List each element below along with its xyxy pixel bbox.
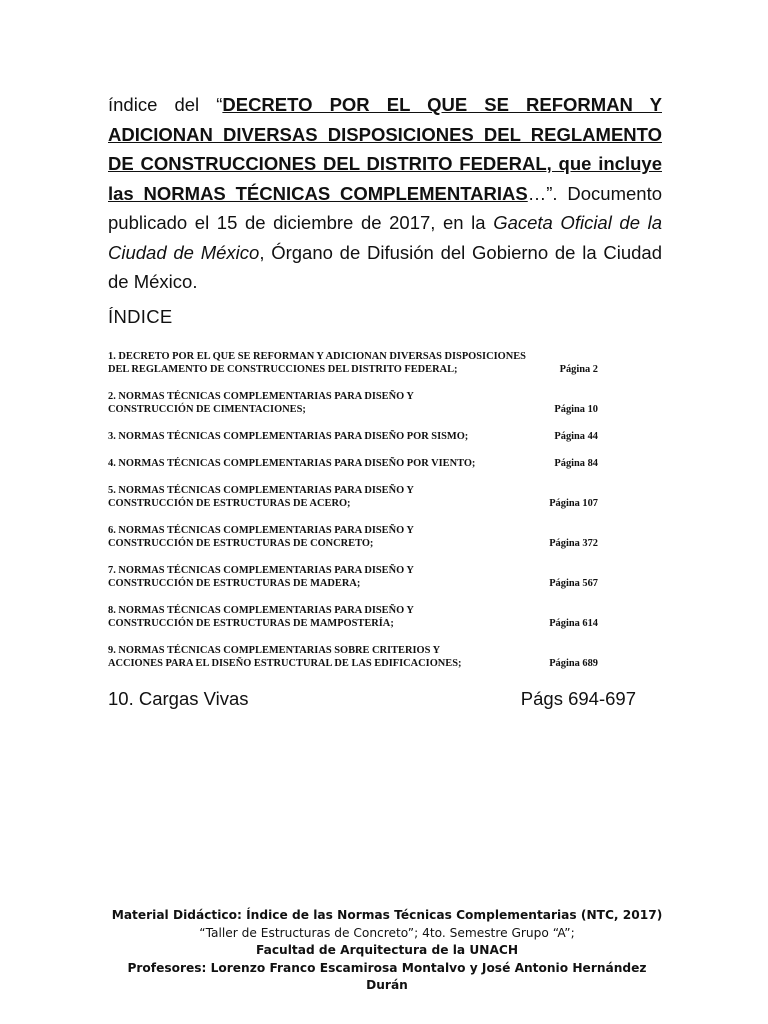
toc-entry-text [108, 390, 558, 416]
toc-entry-2 [108, 390, 638, 416]
intro-paragraph [108, 90, 662, 297]
toc-entry-text [108, 564, 558, 590]
toc-entry-line: CONSTRUCCIÓN DE ESTRUCTURAS DE ACERO; [108, 498, 351, 509]
toc-entry-page: Página 2 [559, 364, 598, 375]
toc-entry-page: Página 689 [549, 658, 598, 669]
toc-entry-text [108, 457, 558, 470]
toc-entry-page: Página 567 [549, 578, 598, 589]
toc-entry-page: Página 372 [549, 538, 598, 549]
toc-entry-line: 7. NORMAS TÉCNICAS COMPLEMENTARIAS PARA DISEÑO Y [108, 565, 414, 576]
footer-line-4: Profesores: Lorenzo Franco Escamirosa Montalvo y José Antonio Hernández Durán [127, 960, 647, 992]
toc-entry-text [108, 604, 558, 630]
toc-entry-text [108, 484, 558, 510]
toc-entry-line: CONSTRUCCIÓN DE ESTRUCTURAS DE CONCRETO; [108, 538, 374, 549]
toc-entry-3 [108, 430, 638, 443]
intro-text-a: Documento publicado el 15 de diciembre de 2017, en la [108, 182, 663, 233]
toc-entry-line: CONSTRUCCIÓN DE ESTRUCTURAS DE MADERA; [108, 578, 361, 589]
toc-entry-page: Página 614 [549, 618, 598, 629]
footer-line-3: Facultad de Arquitectura de la UNACH [255, 943, 519, 957]
toc-entry-4 [108, 457, 638, 470]
toc-entry-line: ACCIONES PARA EL DISEÑO ESTRUCTURAL DE LAS EDIFICACIONES; [108, 658, 462, 669]
toc-entry-1 [108, 350, 638, 376]
toc-entry-page: Página 44 [554, 431, 598, 442]
toc-entry-line: 4. NORMAS TÉCNICAS COMPLEMENTARIAS PARA DISEÑO POR VIENTO; [108, 458, 476, 469]
toc-entry-line: DEL REGLAMENTO DE CONSTRUCCIONES DEL DISTRITO FEDERAL; [108, 364, 458, 375]
toc-entry-8 [108, 604, 638, 630]
toc-entry-line: 5. NORMAS TÉCNICAS COMPLEMENTARIAS PARA DISEÑO Y [108, 485, 414, 496]
toc-entry-line: CONSTRUCCIÓN DE ESTRUCTURAS DE MAMPOSTERÍA; [108, 618, 394, 629]
toc-entry-line: 8. NORMAS TÉCNICAS COMPLEMENTARIAS PARA DISEÑO Y [108, 605, 414, 616]
toc-entry-page: Página 107 [549, 498, 598, 509]
footer-line-1: Material Didáctico: Índice de las Normas Técnicas Complementarias (NTC, 2017) [111, 908, 663, 922]
toc-entry-line: 3. NORMAS TÉCNICAS COMPLEMENTARIAS PARA DISEÑO POR SISMO; [108, 431, 469, 442]
intro-prefix: índice del “ [108, 94, 223, 115]
toc-entry-10 [108, 688, 638, 710]
intro-text-b: , Órgano de Difusión del Gobierno de la Ciudad de México. [108, 241, 662, 292]
toc-entry-page: Página 84 [554, 458, 598, 469]
gazette-name: Gaceta Oficial de la Ciudad de México [108, 212, 662, 263]
index-heading: ÍNDICE [108, 306, 173, 327]
toc-entry-text [108, 644, 558, 670]
toc-entry-5 [108, 484, 638, 510]
toc-entry-line: 9. NORMAS TÉCNICAS COMPLEMENTARIAS SOBRE CRITERIOS Y [108, 645, 441, 656]
toc-entry-text [108, 524, 558, 550]
footer-line-2: “Taller de Estructuras de Concreto”; 4to. Semestre Grupo “A”; [199, 925, 575, 940]
intro-ellipsis: …”. [527, 182, 558, 204]
toc-entry-6 [108, 524, 638, 550]
toc-entry-page: Página 10 [554, 404, 598, 415]
toc-entry-page: Págs 694-697 [520, 688, 636, 709]
toc-entry-label: 10. Cargas Vivas [108, 688, 249, 709]
toc-entry-text [108, 350, 558, 376]
footer [108, 907, 666, 995]
toc-entry-9 [108, 644, 638, 670]
table-of-contents [108, 350, 638, 684]
toc-entry-line: CONSTRUCCIÓN DE CIMENTACIONES; [108, 404, 306, 415]
decree-title: DECRETO POR EL QUE SE REFORMAN Y ADICIONAN DIVERSAS DISPOSICIONES DEL REGLAMENTO DE CONSTRUCCIONES DEL DISTRITO FEDERAL, que incluye las NORMAS TÉCNICAS COMPLEMENTARIAS [108, 94, 662, 204]
toc-entry-line: 6. NORMAS TÉCNICAS COMPLEMENTARIAS PARA DISEÑO Y [108, 525, 414, 536]
toc-entry-line: 2. NORMAS TÉCNICAS COMPLEMENTARIAS PARA DISEÑO Y [108, 391, 414, 402]
toc-entry-7 [108, 564, 638, 590]
toc-entry-text [108, 430, 558, 443]
toc-entry-line: 1. DECRETO POR EL QUE SE REFORMAN Y ADICIONAN DIVERSAS DISPOSICIONES [108, 351, 526, 362]
